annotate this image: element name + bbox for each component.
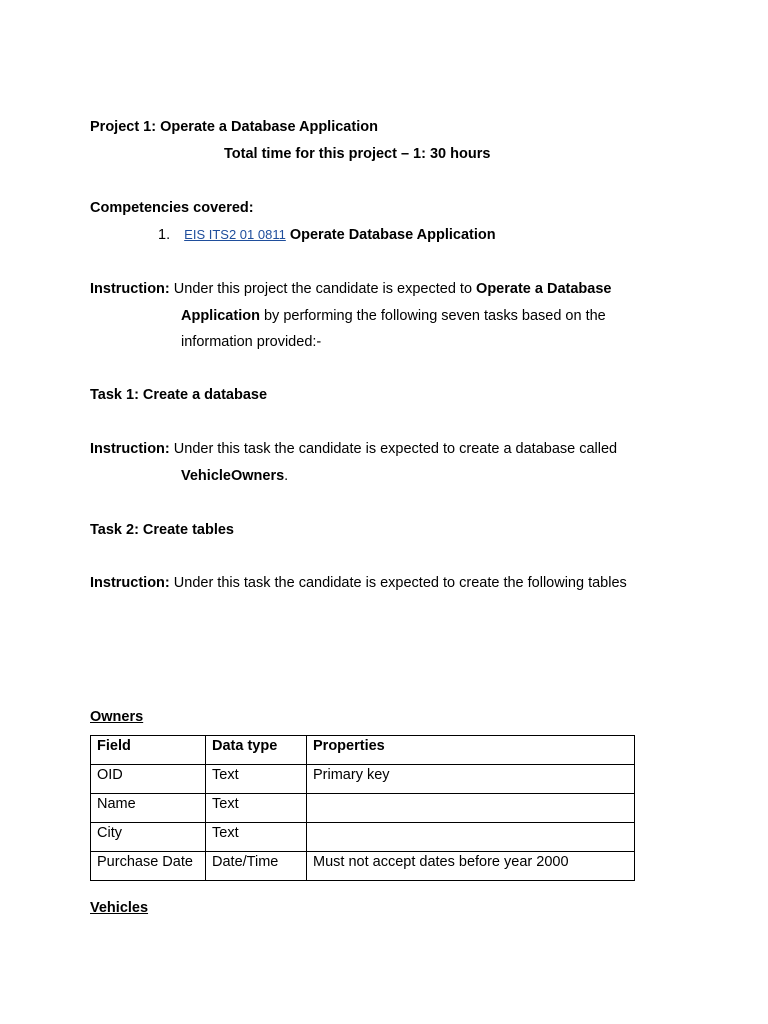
- header-cell: Field: [91, 736, 206, 765]
- total-time: Total time for this project – 1: 30 hours: [224, 146, 491, 162]
- table-cell: Text: [206, 823, 307, 852]
- instruction-text: Under this task the candidate is expected to create the following tables: [169, 575, 627, 591]
- project-title: Project 1: Operate a Database Application: [90, 119, 378, 135]
- table-cell: Purchase Date: [91, 852, 206, 881]
- instruction-bold: Application: [181, 308, 260, 324]
- table-cell: Primary key: [307, 765, 635, 794]
- vehicles-caption: Vehicles: [90, 900, 149, 916]
- competency-name: Operate Database Application: [289, 227, 496, 243]
- task2-instruction: [90, 575, 627, 591]
- competency-number: 1.: [158, 227, 171, 243]
- table-cell: [307, 794, 635, 823]
- table-row: [91, 765, 635, 794]
- instruction-label: Instruction:: [90, 281, 170, 297]
- table-header-row: [91, 736, 635, 765]
- project-instruction-line2: [181, 308, 606, 324]
- task2-heading: Task 2: Create tables: [90, 522, 234, 538]
- table-cell: Name: [91, 794, 206, 823]
- owners-table: [90, 735, 635, 881]
- instruction-text: .: [284, 468, 289, 484]
- table-cell: Text: [206, 765, 307, 794]
- competency-item: [158, 227, 496, 243]
- table-row: [91, 852, 635, 881]
- project-instruction-line3: information provided:-: [181, 334, 322, 350]
- table-cell: [307, 823, 635, 852]
- table-cell: Text: [206, 794, 307, 823]
- instruction-label: Instruction:: [90, 441, 170, 457]
- table-row: [91, 823, 635, 852]
- project-instruction-line1: [90, 281, 611, 297]
- header-cell: Properties: [307, 736, 635, 765]
- task1-instruction-line2: [181, 468, 288, 484]
- table-cell: OID: [91, 765, 206, 794]
- instruction-text: by performing the following seven tasks based on the: [259, 308, 606, 324]
- table-cell: Must not accept dates before year 2000: [307, 852, 635, 881]
- header-cell: Data type: [206, 736, 307, 765]
- table-row: [91, 794, 635, 823]
- owners-caption: Owners: [90, 709, 144, 725]
- table-cell: Date/Time: [206, 852, 307, 881]
- instruction-text: Under this task the candidate is expected to create a database called: [169, 441, 618, 457]
- competencies-heading: Competencies covered:: [90, 200, 254, 216]
- instruction-label: Instruction:: [90, 575, 170, 591]
- table-cell: City: [91, 823, 206, 852]
- task1-instruction-line1: [90, 441, 617, 457]
- database-name: VehicleOwners: [181, 468, 285, 484]
- instruction-text: Under this project the candidate is expected to: [169, 281, 477, 297]
- instruction-bold: Operate a Database: [476, 281, 612, 297]
- competency-code-link[interactable]: EIS ITS2 01 0811: [184, 227, 286, 242]
- task1-heading: Task 1: Create a database: [90, 387, 268, 403]
